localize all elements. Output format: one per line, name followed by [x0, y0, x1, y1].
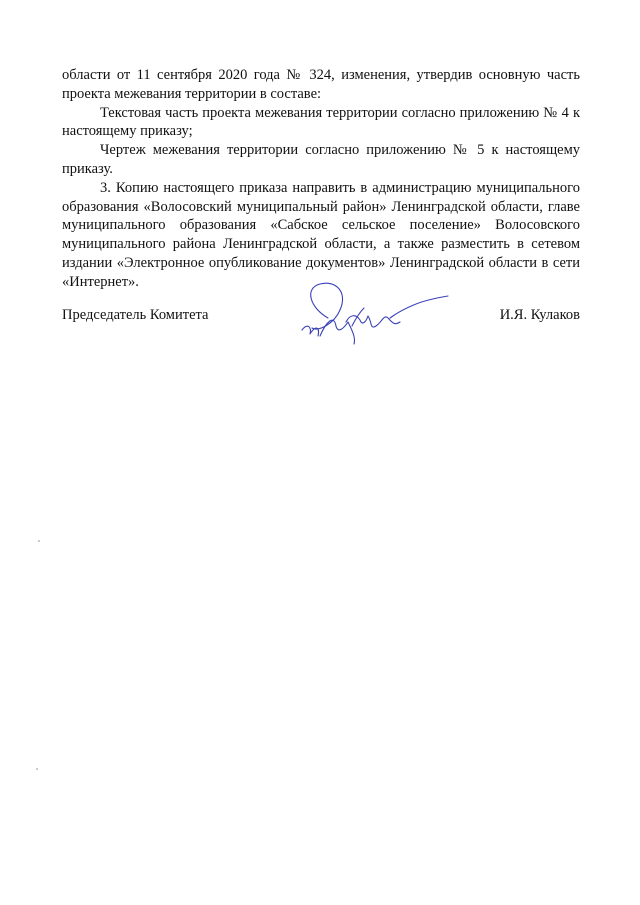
paragraph-text-part: Текстовая часть проекта межевания территории согласно приложению № 4 к настоящему приказу; — [62, 104, 580, 140]
signatory-title: Председатель Комитета — [62, 307, 209, 323]
scan-speck — [38, 540, 40, 542]
document-body — [62, 66, 580, 292]
scan-speck — [36, 768, 38, 770]
paragraph-item-3: 3. Копию настоящего приказа направить в администрацию муниципального образования «Волосовский муниципальный район» Ленинградской области, главе муниципального образования «Сабское сельское поселение» Волосовского муниципального района Ленинградской области, а также разместить в сетевом издании «Электронное опубликование документов» Ленинградской области в сети «Интернет». — [62, 179, 580, 290]
handwritten-signature — [290, 278, 450, 348]
signatory-name: И.Я. Кулаков — [499, 307, 580, 323]
paragraph-continuation: области от 11 сентября 2020 года № 324, изменения, утвердив основную часть проекта межевания территории в составе: — [62, 67, 580, 102]
paragraph-drawing-part: Чертеж межевания территории согласно приложению № 5 к настоящему приказу. — [62, 142, 580, 177]
